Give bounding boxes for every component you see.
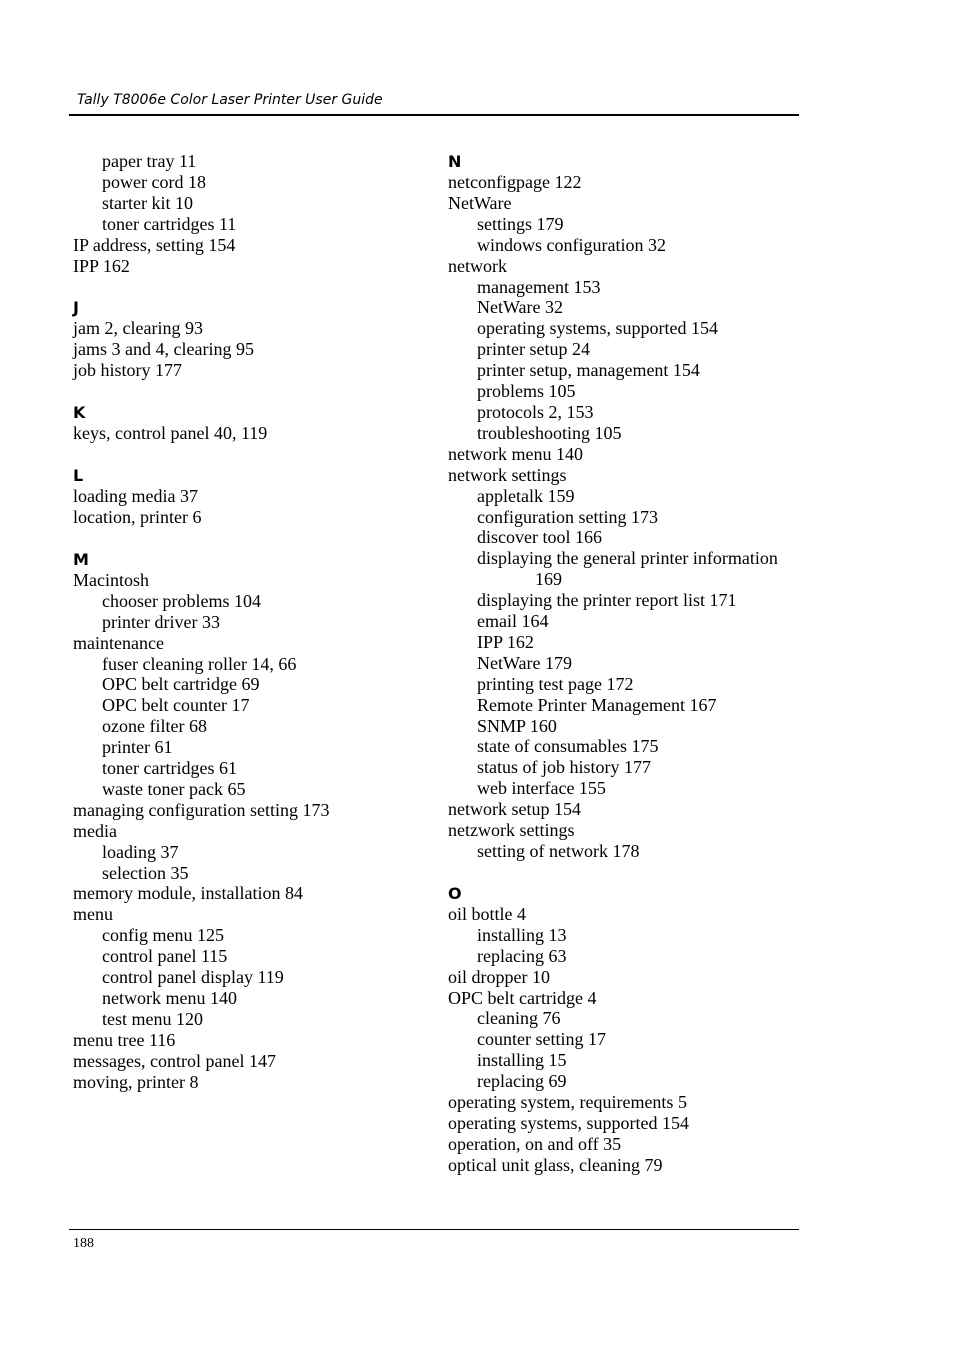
index-entry: loading media 37 <box>73 486 198 507</box>
index-column-left <box>73 151 433 1093</box>
index-subentry: status of job history 177 <box>477 757 651 778</box>
index-entry: network <box>448 255 507 276</box>
index-entry: optical unit glass, cleaning 79 <box>448 1154 663 1175</box>
index-subentry: discover tool 166 <box>477 527 602 548</box>
index-entry: messages, control panel 147 <box>73 1050 276 1071</box>
index-entry: job history 177 <box>73 360 183 381</box>
index-subentry: test menu 120 <box>102 1008 203 1029</box>
index-subentry: ozone filter 68 <box>102 716 207 737</box>
index-subentry: waste toner pack 65 <box>102 778 246 799</box>
index-subentry: SNMP 160 <box>477 715 557 736</box>
index-entry: IPP 162 <box>73 255 130 276</box>
index-subentry: toner cartridges 61 <box>102 758 237 779</box>
index-subentry: printer 61 <box>102 737 173 758</box>
index-subentry: starter kit 10 <box>102 192 193 213</box>
index-subentry: printing test page 172 <box>477 673 634 694</box>
index-entry: Macintosh <box>73 569 149 590</box>
index-entry: media <box>73 820 117 841</box>
index-subentry: NetWare 179 <box>477 652 573 673</box>
index-subentry: config menu 125 <box>102 925 224 946</box>
index-subentry: installing 15 <box>477 1050 567 1071</box>
index-subentry: installing 13 <box>477 924 567 945</box>
index-subentry: toner cartridges 11 <box>102 213 237 234</box>
index-subentry: replacing 63 <box>477 945 567 966</box>
index-subentry: IPP 162 <box>477 631 534 652</box>
section-spacer <box>73 276 433 297</box>
index-subentry: chooser problems 104 <box>102 590 261 611</box>
index-entry: menu tree 116 <box>73 1029 176 1050</box>
index-subentry: problems 105 <box>477 381 576 402</box>
index-section-letter: K <box>73 403 86 423</box>
index-entry: jam 2, clearing 93 <box>73 318 203 339</box>
index-entry: oil dropper 10 <box>448 966 550 987</box>
index-subentry: replacing 69 <box>477 1071 567 1092</box>
index-subentry: printer setup, management 154 <box>477 360 700 381</box>
index-entry: managing configuration setting 173 <box>73 799 330 820</box>
index-entry: operating system, requirements 5 <box>448 1092 687 1113</box>
index-subentry: NetWare 32 <box>477 297 564 318</box>
index-subentry: web interface 155 <box>477 778 606 799</box>
index-entry: maintenance <box>73 632 164 653</box>
page-header-title: Tally T8006e Color Laser Printer User Guide <box>77 92 383 108</box>
index-entry: network settings <box>448 464 567 485</box>
index-entry: network menu 140 <box>448 443 583 464</box>
index-subentry: OPC belt counter 17 <box>102 695 250 716</box>
index-subentry: operating systems, supported 154 <box>477 318 718 339</box>
index-subentry: control panel 115 <box>102 946 228 967</box>
index-subentry: appletalk 159 <box>477 485 575 506</box>
index-entry: IP address, setting 154 <box>73 234 236 255</box>
section-spacer <box>73 444 433 465</box>
index-subentry: control panel display 119 <box>102 967 284 988</box>
index-subentry: settings 179 <box>477 213 564 234</box>
header-divider <box>69 114 799 116</box>
index-section-letter: N <box>448 152 462 171</box>
index-entry: jams 3 and 4, clearing 95 <box>73 339 254 360</box>
index-section-letter: O <box>448 883 462 903</box>
index-subentry: selection 35 <box>102 862 189 883</box>
index-section-letter: M <box>73 549 89 569</box>
index-entry: keys, control panel 40, 119 <box>73 423 268 444</box>
section-spacer <box>73 381 433 402</box>
index-subentry: counter setting 17 <box>477 1029 606 1050</box>
index-subentry: printer setup 24 <box>477 339 590 360</box>
index-entry: memory module, installation 84 <box>73 883 303 904</box>
index-subentry: windows configuration 32 <box>477 234 666 255</box>
index-section-letter: L <box>73 466 84 486</box>
index-subentry: management 153 <box>477 276 601 297</box>
index-subentry: configuration setting 173 <box>477 506 658 527</box>
index-subentry: cleaning 76 <box>477 1008 561 1029</box>
footer-divider <box>69 1229 799 1230</box>
index-entry: menu <box>73 904 113 925</box>
index-entry: NetWare <box>448 192 512 213</box>
index-entry: netconfigpage 122 <box>448 172 582 192</box>
index-subentry: email 164 <box>477 611 549 632</box>
index-subentry: printer driver 33 <box>102 611 220 632</box>
index-entry: network setup 154 <box>448 799 581 820</box>
index-column-right <box>448 151 808 1176</box>
index-entry: moving, printer 8 <box>73 1071 199 1092</box>
index-subentry: paper tray 11 <box>102 151 197 171</box>
page-number: 188 <box>73 1236 94 1251</box>
section-spacer <box>73 528 433 549</box>
index-subentry: 169 <box>535 569 562 590</box>
section-spacer <box>448 862 808 883</box>
index-subentry: fuser cleaning roller 14, 66 <box>102 653 297 674</box>
index-entry: OPC belt cartridge 4 <box>448 987 597 1008</box>
index-subentry: setting of network 178 <box>477 841 640 861</box>
index-subentry: network menu 140 <box>102 988 237 1008</box>
index-subentry: Remote Printer Management 167 <box>477 694 717 715</box>
index-entry: oil bottle 4 <box>448 903 526 924</box>
index-subentry: state of consumables 175 <box>477 736 659 757</box>
index-subentry: loading 37 <box>102 841 179 862</box>
index-subentry: displaying the printer report list 171 <box>477 590 737 611</box>
index-subentry: power cord 18 <box>102 171 206 192</box>
index-entry: operating systems, supported 154 <box>448 1112 689 1133</box>
index-subentry: troubleshooting 105 <box>477 422 622 443</box>
index-subentry: OPC belt cartridge 69 <box>102 674 260 695</box>
index-entry: netzwork settings <box>448 820 575 841</box>
index-subentry: displaying the general printer information <box>477 548 778 569</box>
index-section-letter: J <box>73 298 79 318</box>
index-entry: operation, on and off 35 <box>448 1133 622 1154</box>
index-subentry: protocols 2, 153 <box>477 401 594 422</box>
index-entry: location, printer 6 <box>73 506 202 527</box>
